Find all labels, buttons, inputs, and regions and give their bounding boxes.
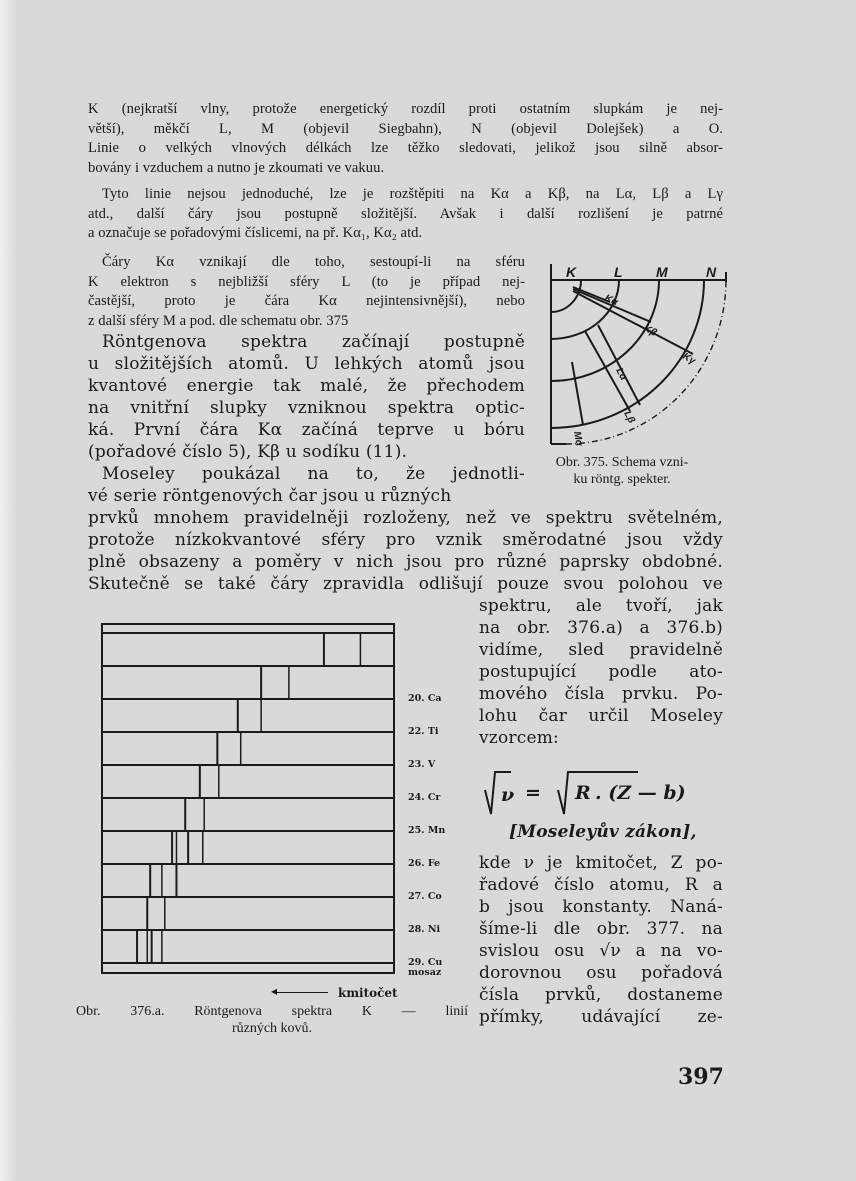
formula-equals: = bbox=[525, 782, 541, 804]
spectrum-row-frame bbox=[102, 930, 394, 963]
text-line: u složitějších atomů. U lehkých atomů jsou bbox=[88, 354, 525, 374]
text-line: přímky, udávající ze- bbox=[479, 1007, 723, 1027]
text-line: postupující podle ato- bbox=[479, 662, 723, 682]
text-line: Tyto linie nejsou jednoduché, lze je rozštěpiti na Kα a Kβ, na Lα, Lβ a Lγ bbox=[102, 186, 723, 202]
shell-label-m: M bbox=[656, 264, 668, 280]
spectra-top-strip bbox=[102, 624, 394, 633]
text-line: ká. První čára Kα začíná teprve u bóru bbox=[88, 420, 525, 440]
text-line: dorovnou osu pořadová bbox=[479, 963, 723, 983]
arrow-head-icon: ◂ bbox=[271, 984, 278, 998]
shell-label-n: N bbox=[706, 264, 717, 280]
text-line: vé serie röntgenových čar jsou u různých bbox=[88, 486, 452, 506]
spectrum-row-label: 26. Fe bbox=[408, 858, 441, 869]
caption-line: Obr. 375. Schema vzni- bbox=[555, 455, 689, 470]
page-edge-shadow bbox=[0, 0, 16, 1181]
spectrum-row-label: 23. V bbox=[408, 759, 436, 770]
text-line: svislou osu √ν a na vo- bbox=[479, 941, 723, 961]
line-label-l-alpha: Lα bbox=[613, 366, 629, 383]
moseley-formula bbox=[483, 768, 733, 818]
spectrum-row-frame bbox=[102, 765, 394, 798]
text-line: spektru, ale tvoří, jak bbox=[479, 596, 723, 616]
shell-label-k: K bbox=[566, 264, 577, 280]
text-line: b jsou konstanty. Naná- bbox=[479, 897, 723, 917]
spectrum-row-frame bbox=[102, 699, 394, 732]
spectrum-row-frame bbox=[102, 666, 394, 699]
text-line: řadové číslo atomu, R a bbox=[479, 875, 723, 895]
line-label-k-alpha: Kα bbox=[602, 292, 620, 309]
text-line: Moseley poukázal na to, že jednotli- bbox=[102, 464, 525, 484]
caption-line: různých kovů. bbox=[231, 1021, 313, 1036]
text-line: Linie o velkých vlnových délkách lze těžko sledovati, jelikož jsou silně absor- bbox=[88, 140, 723, 156]
text-line: větší), měkčí L, M (objevil Siegbahn), N (objevil Dolejšek) a O. bbox=[88, 120, 723, 137]
line-label-k-gamma: Kγ bbox=[680, 351, 698, 367]
spectrum-row-label: 22. Ti bbox=[408, 726, 439, 737]
spectrum-row-frame bbox=[102, 864, 394, 897]
line-label-k-beta: Kβ bbox=[641, 322, 659, 339]
spectrum-row-frame bbox=[102, 897, 394, 930]
figure-375-diagram bbox=[548, 260, 738, 450]
text-line: K elektron s nejbližší sféry L (to je případ nej- bbox=[88, 273, 525, 290]
line-label-m-alpha: Mα bbox=[571, 430, 585, 447]
spectrum-row-frame bbox=[102, 633, 394, 666]
text-line: vidíme, sled pravidelně bbox=[479, 640, 723, 660]
page-number: 397 bbox=[678, 1064, 724, 1090]
paragraph-2 bbox=[88, 185, 723, 244]
paragraph-4 bbox=[88, 331, 525, 463]
spectrum-row-label: 29. Cu bbox=[408, 957, 443, 968]
frequency-axis bbox=[271, 984, 398, 1002]
text-line: prvků mnohem pravidelněji rozloženy, než ve spektru světelném, bbox=[88, 508, 723, 528]
text-line: šíme-li dle obr. 377. na bbox=[479, 919, 723, 939]
formula-name: [Moseleyův zákon], bbox=[509, 822, 697, 842]
frequency-label: kmitočet bbox=[338, 986, 398, 1000]
figure-375-caption bbox=[522, 454, 722, 488]
text-line: plně obsazeny a poměry v nich jsou pro různé paprsky obdobné. bbox=[88, 552, 723, 572]
spectrum-row-label: 28. Ni bbox=[408, 924, 441, 935]
paragraph-1 bbox=[88, 100, 723, 178]
text-line: bovány i vzduchem a nutno je zkoumati ve vakuu. bbox=[88, 159, 385, 176]
text-line: (pořadové číslo 5), Kβ u sodíku (11). bbox=[88, 442, 408, 462]
spectrum-row-label: 27. Co bbox=[408, 891, 442, 902]
formula-r: R bbox=[575, 782, 591, 804]
m-alpha-line bbox=[572, 362, 583, 425]
line-label-l-beta: Lβ bbox=[621, 409, 637, 426]
text-line: lohu čar určil Moseley bbox=[479, 706, 723, 726]
spectrum-row-frame bbox=[102, 831, 394, 864]
text-line: K (nejkratší vlny, protože energetický rozdíl proti ostatním slupkám je nej- bbox=[88, 101, 723, 117]
paragraph-3 bbox=[88, 253, 525, 331]
caption-line: Obr. 376.a. Röntgenova spektra K — linií bbox=[76, 1004, 468, 1019]
spectrum-row-frame bbox=[102, 798, 394, 831]
spectrum-row-label: 24. Cr bbox=[408, 792, 441, 803]
formula-rest: . (Z — b) bbox=[595, 782, 686, 804]
paragraph-5-full bbox=[88, 507, 723, 595]
text-line: a označuje se pořadovými číslicemi, na př. Kα₁, Kα₂ atd. bbox=[88, 225, 423, 241]
text-line: Skutečně se také čáry zpravidla odlišují pouze svou polohou ve bbox=[88, 574, 723, 594]
spectrum-row-label: 25. Mn bbox=[408, 825, 446, 836]
caption-line: ku röntg. spekter. bbox=[573, 472, 671, 487]
text-line: častější, proto je čára Kα nejintensivnější), nebo bbox=[88, 293, 525, 309]
text-line: z další sféry M a pod. dle schematu obr. 375 bbox=[88, 312, 349, 329]
shell-k-arc bbox=[551, 280, 581, 312]
formula-nu: ν bbox=[501, 784, 515, 806]
paragraph-6-right bbox=[479, 852, 723, 1028]
text-line: protože nízkokvantové sféry pro vznik směrodatné jsou vždy bbox=[88, 530, 723, 550]
paragraph-5-right bbox=[479, 595, 723, 749]
spectrum-row-label: mosaz bbox=[408, 967, 442, 978]
text-line: mového čísla prvku. Po- bbox=[479, 684, 723, 704]
text-line: atd., další čáry jsou postupně složitější. Avšak i další rozlišení je patrné bbox=[88, 205, 723, 222]
figure-376a-caption bbox=[76, 1003, 468, 1037]
spectra-row-labels bbox=[400, 610, 470, 990]
shell-label-l: L bbox=[614, 264, 623, 280]
text-line: na obr. 376.a) a 376.b) bbox=[479, 618, 723, 638]
text-line: Röntgenova spektra začínají postupně bbox=[102, 332, 525, 352]
shell-diagram bbox=[548, 260, 738, 450]
text-line: kde ν je kmitočet, Z po- bbox=[479, 853, 723, 873]
text-line: kvantové energie tak malé, že přechodem bbox=[88, 376, 525, 396]
text-line: čísla prvků, dostaneme bbox=[479, 985, 723, 1005]
text-line: na vnitřní slupky vzniknou spektra optic- bbox=[88, 398, 525, 418]
text-line: vzorcem: bbox=[479, 728, 559, 748]
arrow-left-icon bbox=[276, 992, 328, 993]
spectrum-row-label: 20. Ca bbox=[408, 693, 442, 704]
paragraph-5-narrow bbox=[88, 463, 525, 507]
spectrum-row-frame bbox=[102, 732, 394, 765]
text-line: Čáry Kα vznikají dle toho, sestoupí-li na sféru bbox=[102, 254, 525, 270]
spectrum-row-frame bbox=[102, 963, 394, 973]
